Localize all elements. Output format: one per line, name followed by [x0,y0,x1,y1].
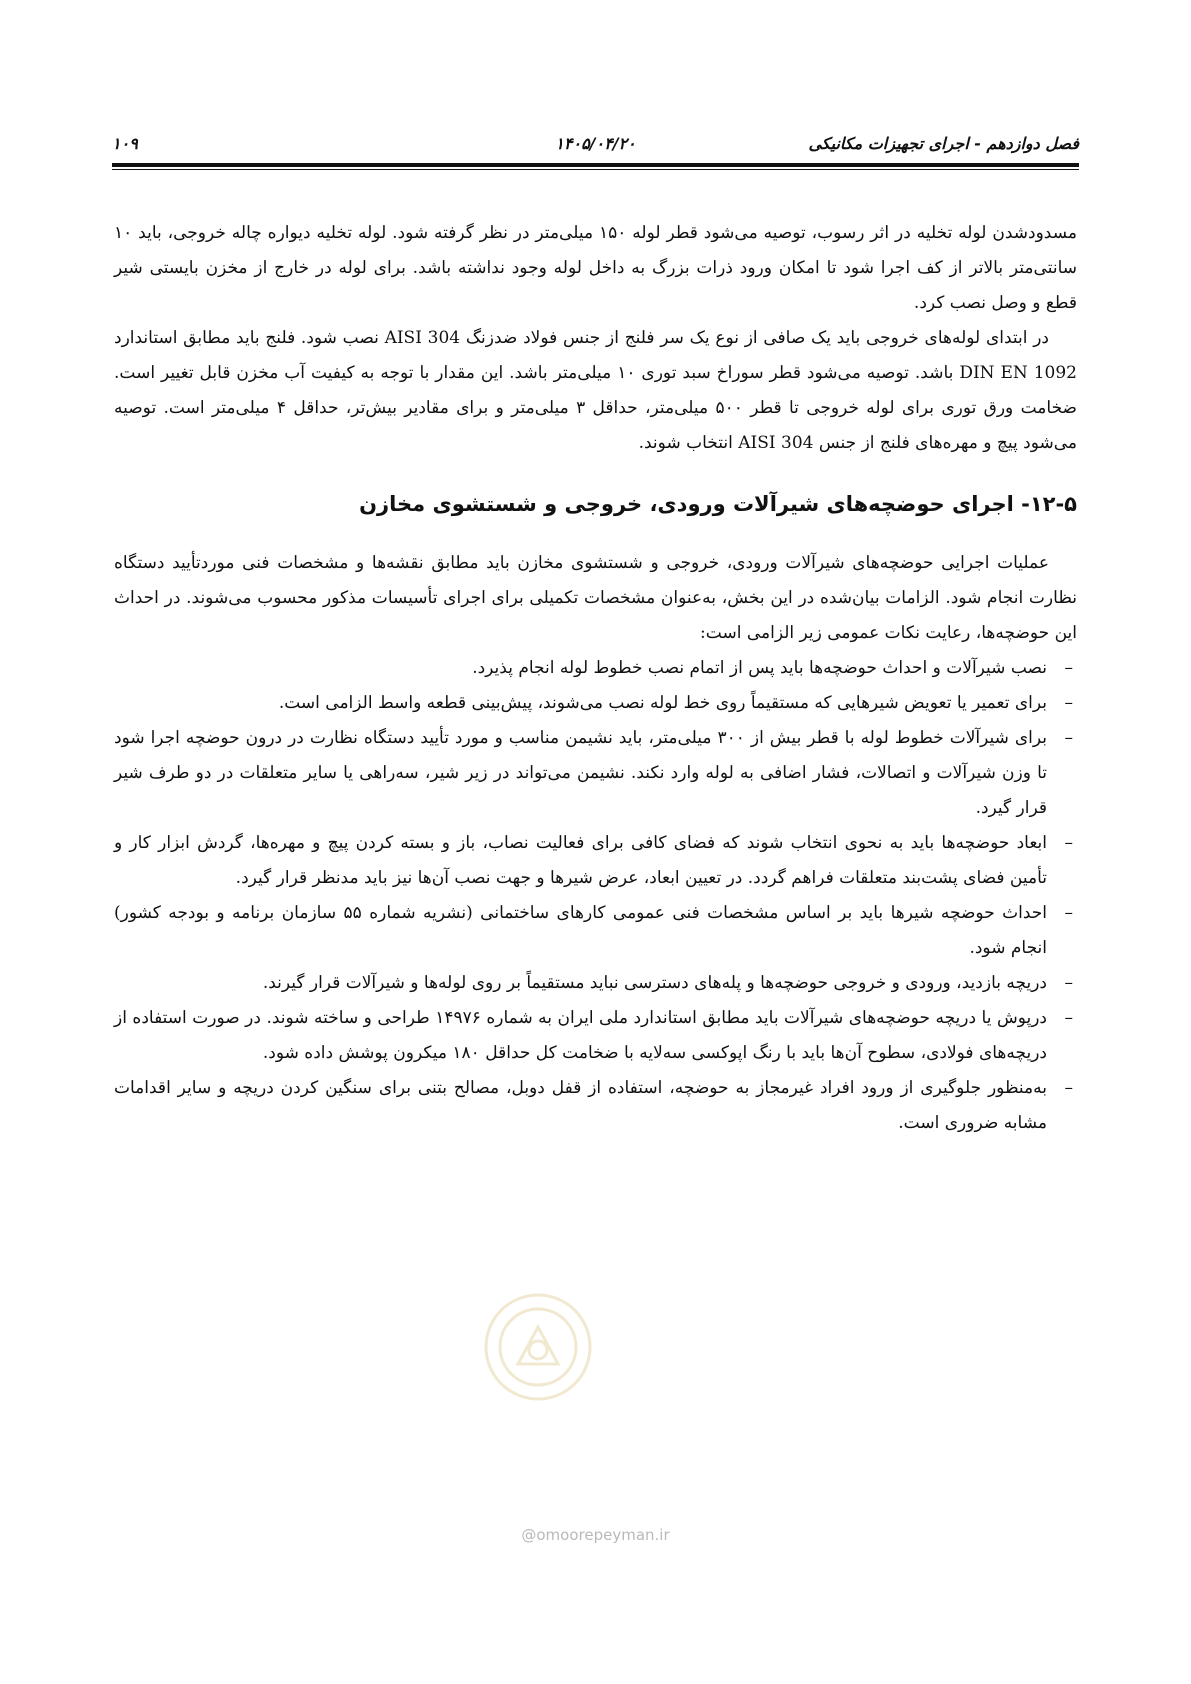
list-item [114,1001,1077,1071]
bullet-dash: – [1064,1008,1073,1028]
body-text [114,216,1077,1141]
list-item-text: احداث حوضچه شیرها باید بر اساس مشخصات فنی عمومی کارهای ساختمانی (نشریه شماره ۵۵ سازمان برنامه و بودجه کشور) انجام شود. [114,903,1048,958]
seal-gear [529,1341,547,1359]
list-item [114,826,1077,896]
bullet-dash: – [1064,658,1073,678]
list-item [114,651,1077,686]
bullet-dash: – [1064,693,1073,713]
seal-inner-ring [500,1309,576,1385]
paragraph-1: مسدودشدن لوله تخلیه در اثر رسوب، توصیه می‌شود قطر لوله ۱۵۰ میلی‌متر در نظر گرفته شود. لوله تخلیه دیواره چاله خروجی، باید ۱۰ سانتی‌متر بالاتر از کف اجرا شود تا امکان ورود ذرات بزرگ به داخل لوله وجود نداشته باشد. برای لوله در خارج از مخزن بایستی شیر قطع و وصل نصب کرد. [114,223,1077,313]
paragraph-2: در ابتدای لوله‌های خروجی باید یک صافی از نوع یک سر فلنج از جنس فولاد ضدزنگ AISI 304 نصب شود. فلنج باید مطابق استاندارد DIN EN 1092 باشد. توصیه می‌شود قطر سوراخ سبد توری ۱۰ میلی‌متر باشد. این مقدار با توجه به کیفیت آب مخزن قابل تغییر است. ضخامت ورق توری برای لوله خروجی تا قطر ۵۰۰ میلی‌متر، حداقل ۳ میلی‌متر و برای مقادیر بیش‌تر، حداقل ۴ میلی‌متر است. توصیه می‌شود پیچ و مهره‌های فلنج از جنس AISI 304 انتخاب شوند. [114,328,1077,453]
list-item-text: نصب شیرآلات و احداث حوضچه‌ها باید پس از اتمام نصب خطوط لوله انجام پذیرد. [472,658,1047,678]
bullet-dash: – [1064,973,1073,993]
list-item-text: درپوش یا دریچه حوضچه‌های شیرآلات باید مطابق استاندارد ملی ایران به شماره ۱۴۹۷۶ طراحی و ساخته شوند. در صورت استفاده از دریچه‌های فولادی، سطوح آن‌ها باید با رنگ اپوکسی سه‌لایه با ضخامت کل حداقل ۱۸۰ میکرون پوشش داده شود. [114,1008,1047,1063]
list-item-text: به‌منظور جلوگیری از ورود افراد غیرمجاز به حوضچه، استفاده از قفل دوبل، مصالح بتنی برای سنگین کردن دریچه و سایر اقدامات مشابه ضروری است. [114,1078,1047,1133]
page-header [112,128,1079,164]
list-item-text: دریچه بازدید، ورودی و خروجی حوضچه‌ها و پله‌های دسترسی نباید مستقیماً بر روی لوله‌ها و شیرآلات قرار گیرند. [262,973,1047,993]
list-item [114,896,1077,966]
section-heading: ۱۲-۵- اجرای حوضچه‌های شیرآلات ورودی، خروجی و شستشوی مخازن [359,492,1077,516]
list-item [114,1071,1077,1141]
list-item [114,966,1077,1001]
header-date: ۱۴۰۵/۰۴/۲۰ [555,134,636,153]
page-number: ۱۰۹ [112,134,138,153]
header-rule-thin [112,169,1079,170]
list-item-text: ابعاد حوضچه‌ها باید به نحوی انتخاب شوند که فضای کافی برای فعالیت نصاب، باز و بسته کردن پیچ و مهره‌ها، گردش ابزار کار و تأمین فضای پشت‌بند متعلقات فراهم گردد. در تعیین ابعاد، عرض شیرها و جهت نصب آن‌ها نیز باید مدنظر قرار گیرد. [114,833,1047,888]
bullet-dash: – [1064,728,1073,748]
bullet-dash: – [1064,833,1073,853]
chapter-title: فصل دوازدهم - اجرای تجهیزات مکانیکی [808,134,1079,153]
list-item [114,721,1077,826]
header-rule-thick [112,163,1079,167]
list-item-text: برای شیرآلات خطوط لوله با قطر بیش از ۳۰۰ میلی‌متر، باید نشیمن مناسب و مورد تأیید دستگاه نظارت در درون حوضچه اجرا شود تا وزن شیرآلات و اتصالات، فشار اضافی به لوله وارد نکند. نشیمن می‌تواند در زیر شیر، سه‌راهی یا سایر متعلقات در دو طرف شیر قرار گیرد. [114,728,1047,818]
bullet-dash: – [1064,1078,1073,1098]
list-item-text: برای تعمیر یا تعویض شیرهایی که مستقیماً روی خط لوله نصب می‌شوند، پیش‌بینی قطعه واسط الزامی است. [278,693,1047,713]
requirements-list [114,651,1077,1141]
bullet-dash: – [1064,903,1073,923]
section-intro: عملیات اجرایی حوضچه‌های شیرآلات ورودی، خروجی و شستشوی مخازن باید مطابق نقشه‌ها و مشخصات فنی موردتأیید دستگاه نظارت انجام شود. الزامات بیان‌شده در این بخش، به‌عنوان مشخصات تکمیلی برای اجرای تأسیسات مذکور محسوب می‌شوند. در احداث این حوضچه‌ها، رعایت نکات عمومی زیر الزامی است: [114,553,1077,643]
watermark-seal-shape [486,1295,590,1399]
list-item [114,686,1077,721]
watermark-seal-icon [478,1282,598,1412]
watermark-text: @omoorepeyman.ir [521,1526,670,1544]
seal-outer-ring [486,1295,590,1399]
